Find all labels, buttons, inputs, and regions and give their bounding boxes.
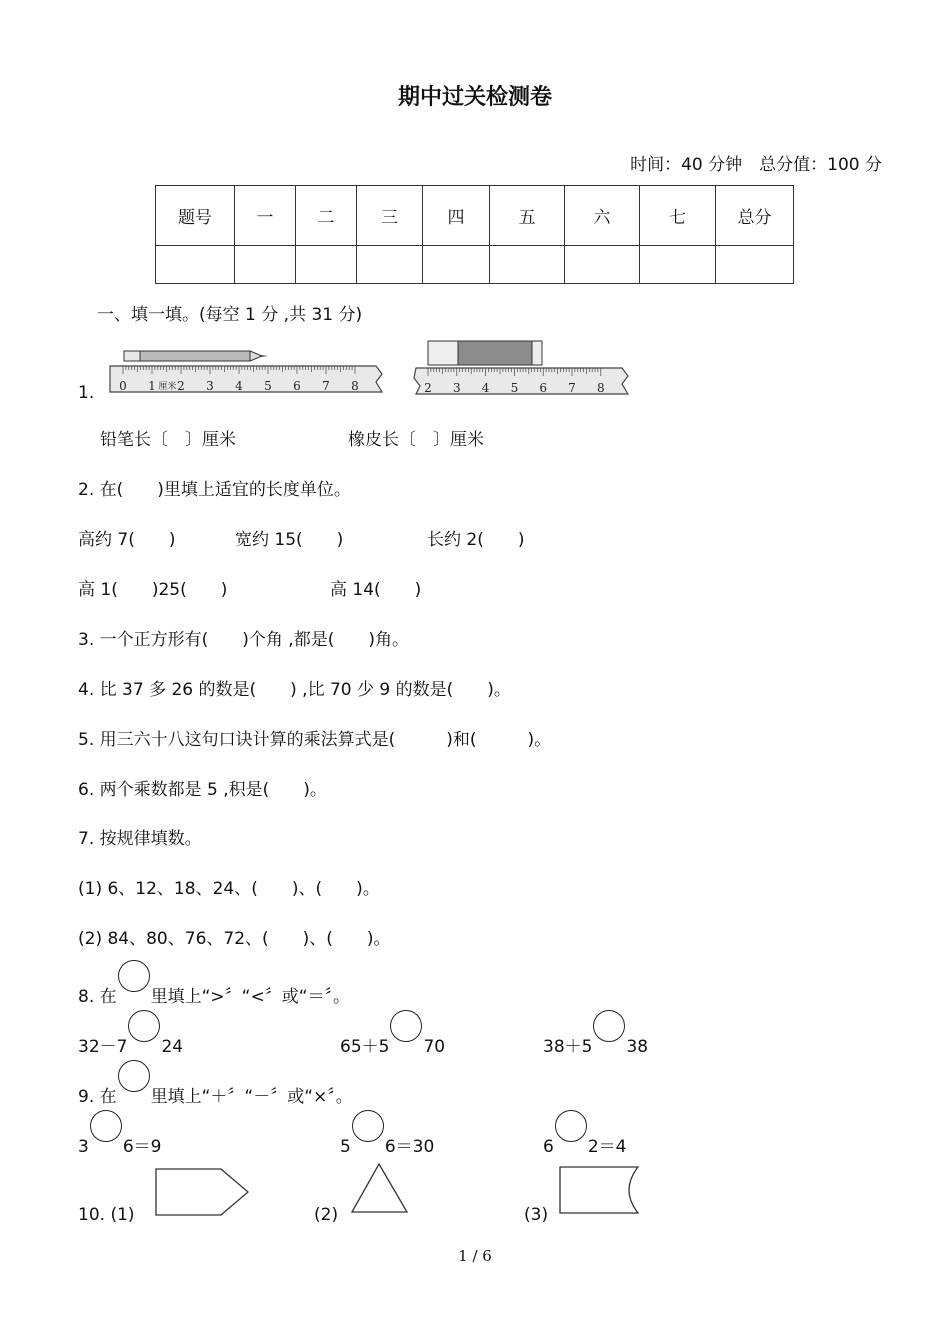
q7-sequence: (2) 84、80、76、72、( )、( )。 (78, 929, 391, 949)
q6-text: 6. 两个乘数都是 5 ,积是( )。 (78, 780, 327, 800)
expr-right: 38 (626, 1037, 649, 1057)
score-value-cell[interactable] (296, 246, 357, 284)
pencil-length-question: 铅笔长〔 〕厘米 (100, 430, 236, 450)
score-value-cell[interactable] (423, 246, 490, 284)
score-header-cell: 三 (357, 186, 423, 246)
curved-cut-rectangle-shape (558, 1164, 644, 1218)
ruler-label: 3 (206, 379, 214, 393)
q9-post: 里填上“＋〞“－〞或“×〞。 (150, 1087, 353, 1107)
q8-text (78, 974, 350, 1007)
compare-item (340, 1024, 445, 1057)
ruler-label: 1 (148, 379, 156, 393)
score-value-cell[interactable] (490, 246, 565, 284)
ruler-label: 5 (510, 381, 519, 395)
q2-blank: 长约 2( ) (427, 530, 525, 550)
ruler-label: 8 (351, 379, 359, 393)
q1-number: 1. (78, 383, 95, 403)
q5-text: 5. 用三六十八这句口诀计算的乘法算式是( )和( )。 (78, 730, 552, 750)
expr-right: 70 (423, 1037, 446, 1057)
page-title: 期中过关检测卷 (397, 85, 552, 110)
answer-circle[interactable] (128, 1010, 160, 1042)
score-value-cell[interactable] (235, 246, 296, 284)
expr-left: 38＋5 (543, 1037, 593, 1057)
q2-blank: 高 1( )25( ) (78, 580, 228, 600)
q9-text (78, 1074, 353, 1107)
expr-left: 5 (340, 1137, 351, 1157)
q9-pre: 9. 在 (78, 1087, 117, 1107)
score-header-cell: 一 (235, 186, 296, 246)
ruler-label: 8 (596, 381, 605, 395)
section-heading: 一、填一填。(每空 1 分 ,共 31 分) (97, 305, 363, 325)
score-header-cell: 七 (640, 186, 716, 246)
q8-pre: 8. 在 (78, 987, 117, 1007)
score-header-cell: 题号 (156, 186, 235, 246)
ruler-label: 6 (293, 379, 301, 393)
pentagon-arrow-shape (155, 1166, 251, 1218)
eraser-icon (428, 341, 542, 365)
ruler-label: 7 (568, 381, 576, 395)
score-header-cell: 二 (296, 186, 357, 246)
pencil-ruler-figure (108, 346, 388, 398)
ruler-label: 5 (264, 379, 272, 393)
ruler-unit: 厘米 (158, 382, 177, 392)
score-table-header-row (156, 186, 794, 246)
answer-circle[interactable] (90, 1110, 122, 1142)
ruler-label: 3 (452, 381, 461, 395)
pencil-icon (124, 351, 268, 361)
expr-left: 65＋5 (340, 1037, 390, 1057)
score-value-cell[interactable] (565, 246, 640, 284)
compare-item (543, 1024, 648, 1057)
score-value-cell[interactable] (716, 246, 794, 284)
score-value-cell[interactable] (640, 246, 716, 284)
q8-post: 里填上“>〞“<〞或“＝〞。 (150, 987, 351, 1007)
ruler-body (414, 368, 628, 394)
ruler-label: 7 (322, 379, 330, 393)
score-header-cell: 总分 (716, 186, 794, 246)
exam-meta (630, 150, 882, 175)
operator-item (78, 1124, 161, 1157)
answer-circle (118, 960, 150, 992)
score-header-cell: 五 (490, 186, 565, 246)
expr-right: 6＝30 (384, 1137, 435, 1157)
operator-item (340, 1124, 434, 1157)
operator-item (543, 1124, 626, 1157)
triangle-shape (350, 1162, 410, 1216)
q4-text: 4. 比 37 多 26 的数是( ) ,比 70 少 9 的数是( )。 (78, 680, 511, 700)
answer-circle[interactable] (352, 1110, 384, 1142)
score-table (155, 185, 794, 284)
answer-circle[interactable] (593, 1010, 625, 1042)
ruler-label: 4 (481, 381, 490, 395)
ruler-label: 2 (424, 381, 432, 395)
q2-blank: 宽约 15( ) (235, 530, 344, 550)
q10-label: 10. (1) (78, 1205, 135, 1225)
ruler-label: 0 (119, 379, 127, 393)
score-header-cell: 六 (565, 186, 640, 246)
answer-circle[interactable] (555, 1110, 587, 1142)
eraser-ruler-figure (412, 338, 632, 398)
score-value-cell[interactable] (357, 246, 423, 284)
expr-left: 3 (78, 1137, 89, 1157)
answer-circle[interactable] (390, 1010, 422, 1042)
compare-item (78, 1024, 183, 1057)
eraser-length-question: 橡皮长〔 〕厘米 (348, 430, 484, 450)
ruler-labels (119, 379, 359, 393)
page-number: 1 / 6 (458, 1247, 492, 1265)
q7-sequence: (1) 6、12、18、24、( )、( )。 (78, 879, 380, 899)
q10-label: (2) (314, 1205, 339, 1225)
answer-circle (118, 1060, 150, 1092)
ruler-label: 4 (235, 379, 243, 393)
ruler-label: 6 (539, 381, 548, 395)
total-score: 总分值：100 分 (759, 155, 882, 175)
score-table-value-row (156, 246, 794, 284)
expr-left: 6 (543, 1137, 554, 1157)
q2-text: 2. 在( )里填上适宜的长度单位。 (78, 480, 351, 500)
q3-text: 3. 一个正方形有( )个角 ,都是( )角。 (78, 630, 409, 650)
q10-label: (3) (524, 1205, 549, 1225)
score-value-cell[interactable] (156, 246, 235, 284)
q2-blank: 高 14( ) (330, 580, 422, 600)
q2-blank: 高约 7( ) (78, 530, 176, 550)
expr-right: 24 (161, 1037, 184, 1057)
expr-left: 32－7 (78, 1037, 128, 1057)
q7-text: 7. 按规律填数。 (78, 829, 202, 849)
expr-right: 6＝9 (122, 1137, 162, 1157)
score-header-cell: 四 (423, 186, 490, 246)
time-limit: 时间：40 分钟 (630, 155, 743, 175)
ruler-label: 2 (177, 379, 185, 393)
expr-right: 2＝4 (587, 1137, 627, 1157)
